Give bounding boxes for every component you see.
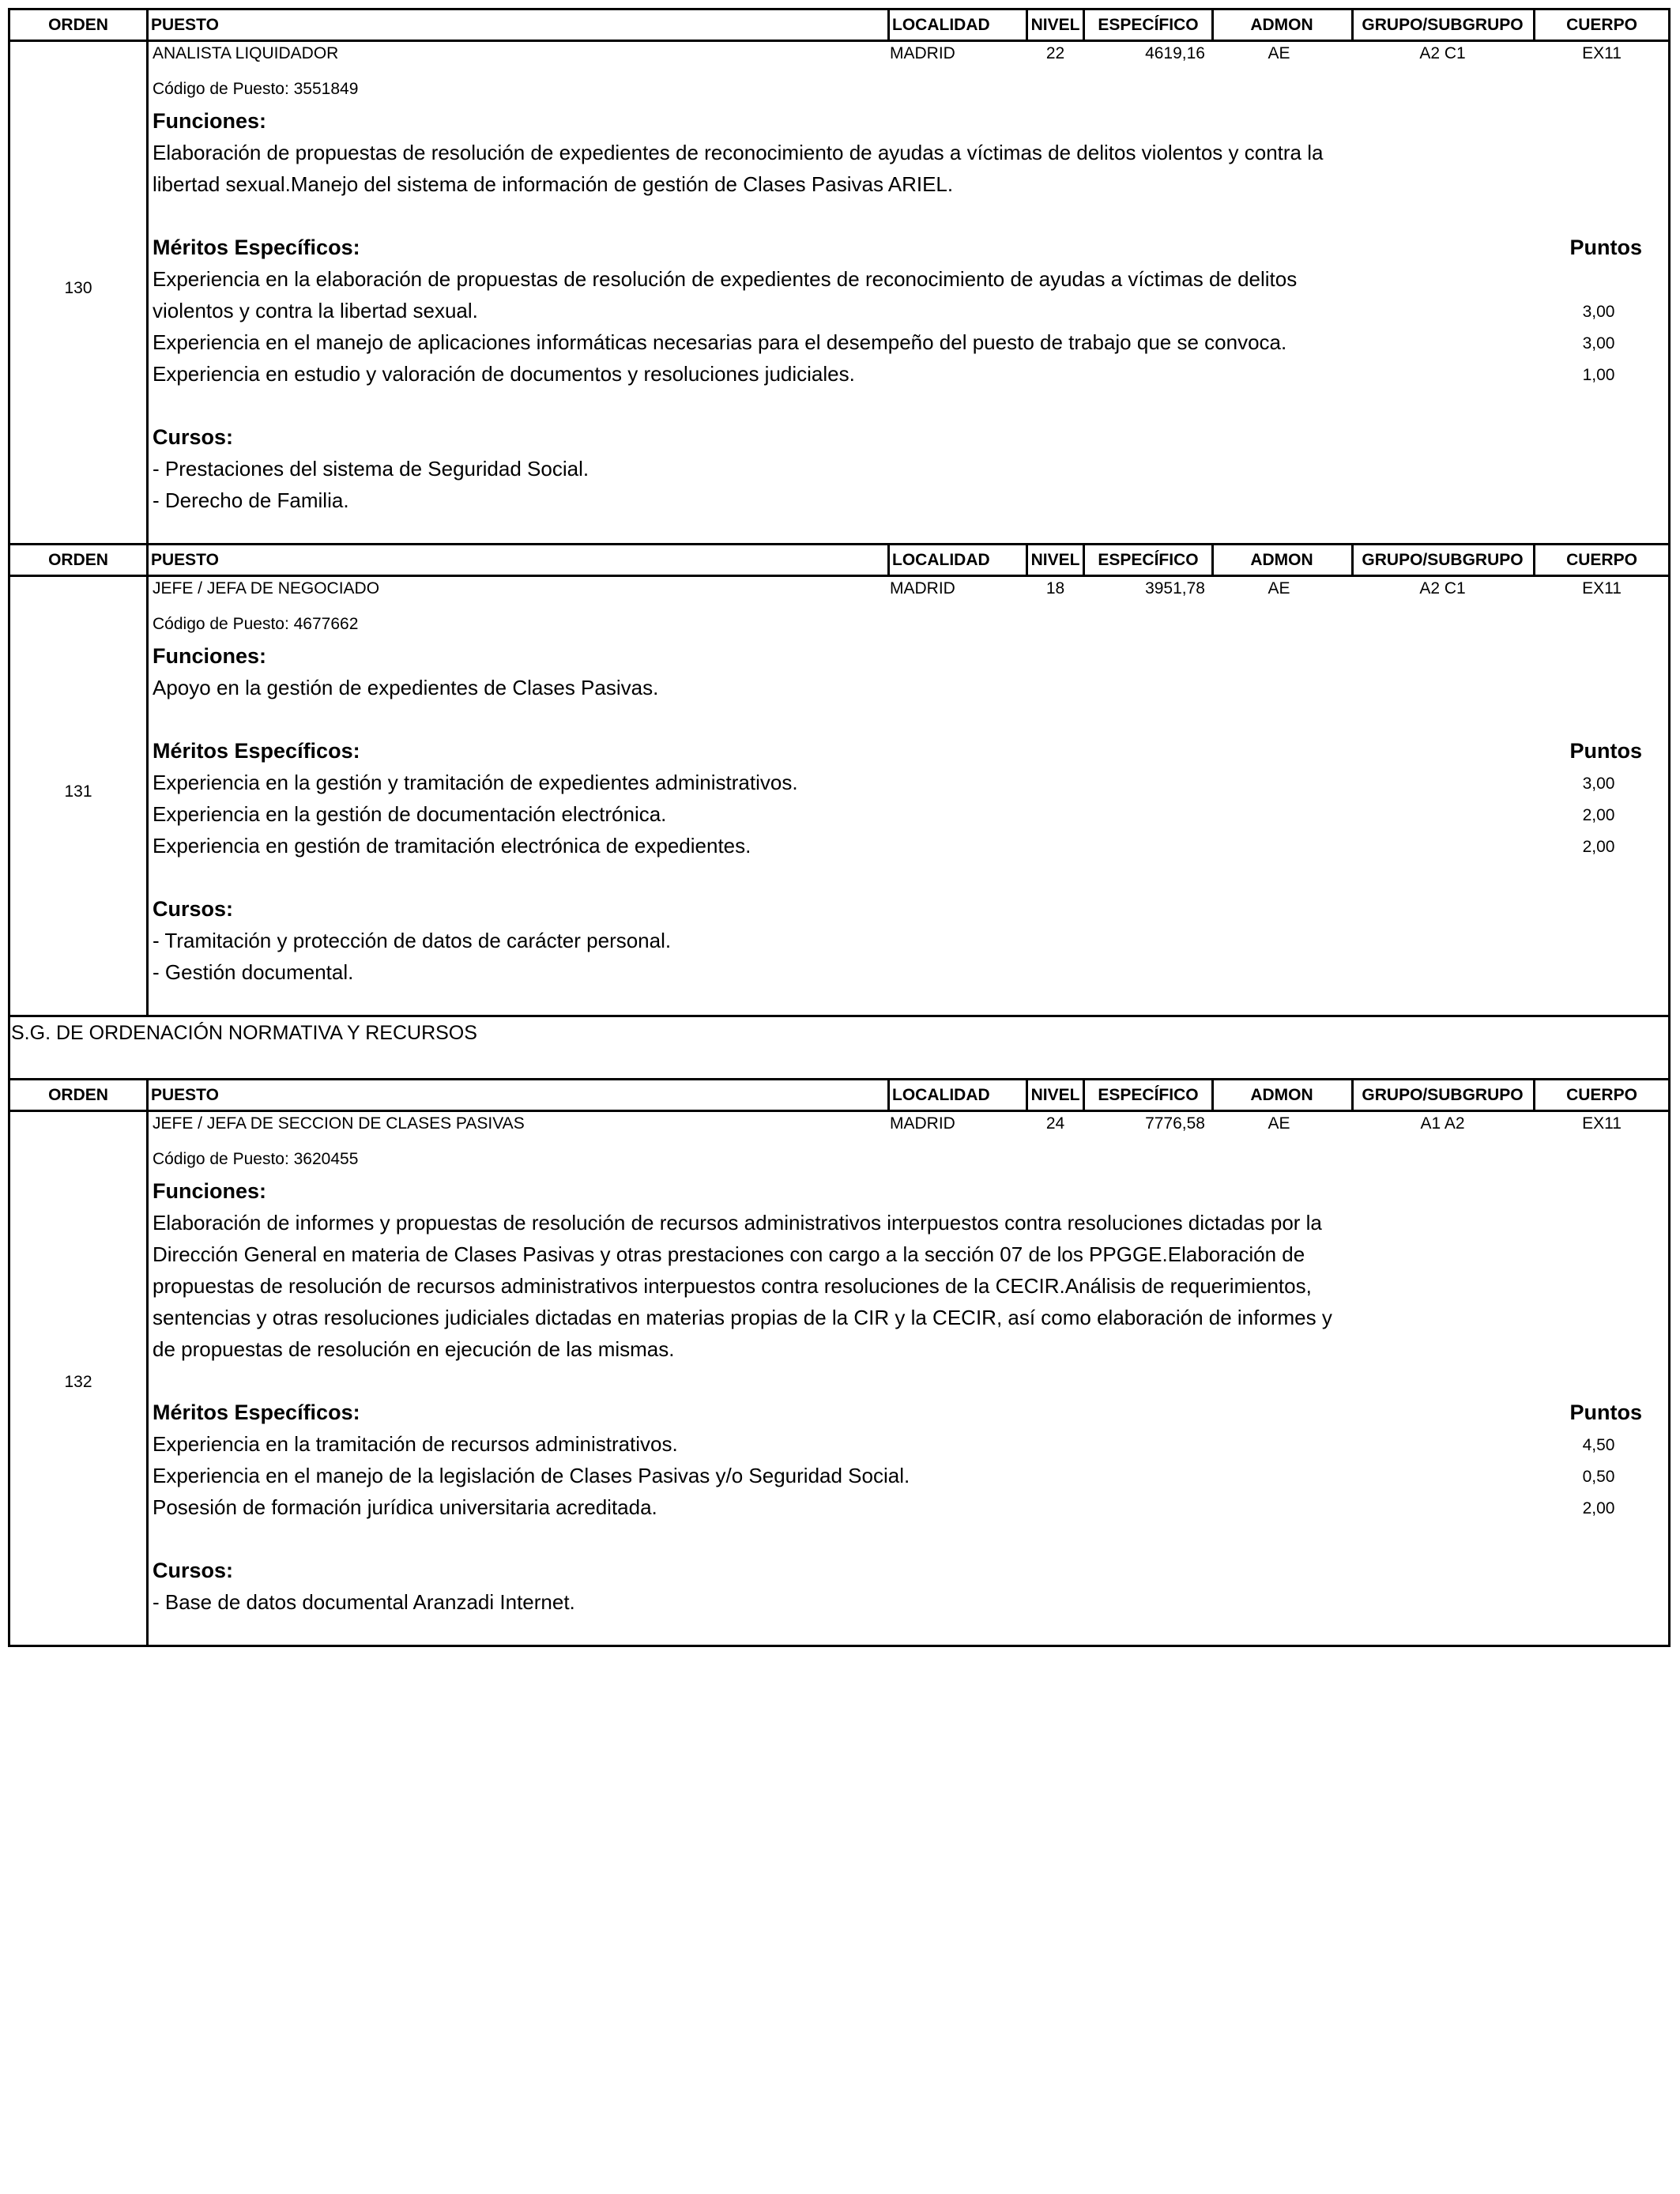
header-nivel: NIVEL xyxy=(1030,16,1080,34)
header-especifico: ESPECÍFICO xyxy=(1098,551,1199,569)
header-puesto: PUESTO xyxy=(151,1086,219,1104)
header-orden: ORDEN xyxy=(48,551,108,569)
puntos-label: Puntos xyxy=(1569,236,1642,259)
table-header xyxy=(10,545,1668,577)
merito-points: 2,00 xyxy=(1582,838,1615,856)
position-block-130 xyxy=(8,8,1671,545)
localidad-value: MADRID xyxy=(890,579,955,598)
header-puesto: PUESTO xyxy=(151,16,219,34)
curso-line: - Tramitación y protección de datos de carácter personal. xyxy=(153,929,672,952)
header-admon: ADMON xyxy=(1250,551,1313,569)
merito-line: Experiencia en la gestión y tramitación de expedientes administrativos. xyxy=(153,771,798,794)
funciones-line: sentencias y otras resoluciones judiciales dictadas en materias propias de la CIR y la CECIR, así como elaboración de informes y xyxy=(153,1306,1332,1329)
admon-value: AE xyxy=(1268,1114,1290,1133)
position-block-131 xyxy=(8,543,1671,1017)
funciones-line: Dirección General en materia de Clases Pasivas y otras prestaciones con cargo a la sección 07 de los PPGGE.Elaboración de xyxy=(153,1242,1305,1266)
funciones-label: Funciones: xyxy=(153,644,267,668)
cuerpo-value: EX11 xyxy=(1582,579,1622,598)
codigo-puesto: Código de Puesto: 4677662 xyxy=(153,615,359,633)
merito-points: 3,00 xyxy=(1582,303,1615,321)
especifico-value: 7776,58 xyxy=(1145,1114,1205,1133)
meritos-label: Méritos Específicos: xyxy=(153,1400,360,1424)
puntos-label: Puntos xyxy=(1569,1400,1642,1424)
merito-line: Experiencia en la tramitación de recursos administrativos. xyxy=(153,1432,678,1456)
merito-points: 2,00 xyxy=(1582,1499,1615,1517)
header-localidad: LOCALIDAD xyxy=(892,16,990,34)
merito-line: Posesión de formación jurídica universitaria acreditada. xyxy=(153,1495,657,1519)
merito-line: Experiencia en el manejo de aplicaciones informáticas necesarias para el desempeño del puesto de trabajo que se convoca. xyxy=(153,330,1287,354)
grupo-value: A2 C1 xyxy=(1419,579,1466,598)
position-block-132 xyxy=(8,1078,1671,1647)
merito-line: Experiencia en estudio y valoración de documentos y resoluciones judiciales. xyxy=(153,362,855,386)
merito-points: 1,00 xyxy=(1582,366,1615,384)
header-admon: ADMON xyxy=(1250,1086,1313,1104)
merito-points: 0,50 xyxy=(1582,1468,1615,1486)
admon-value: AE xyxy=(1268,44,1290,62)
table-header xyxy=(10,1080,1668,1112)
merito-line: Experiencia en la gestión de documentación electrónica. xyxy=(153,802,667,826)
puntos-label: Puntos xyxy=(1569,739,1642,763)
curso-line: - Prestaciones del sistema de Seguridad Social. xyxy=(153,457,590,481)
admon-value: AE xyxy=(1268,579,1290,598)
merito-line: Experiencia en el manejo de la legislación de Clases Pasivas y/o Seguridad Social. xyxy=(153,1464,910,1487)
curso-line: - Gestión documental. xyxy=(153,960,354,984)
merito-points: 3,00 xyxy=(1582,334,1615,352)
localidad-value: MADRID xyxy=(890,1114,955,1133)
funciones-line: Elaboración de informes y propuestas de resolución de recursos administrativos interpuestos contra resoluciones dictadas por la xyxy=(153,1211,1322,1235)
header-admon: ADMON xyxy=(1250,16,1313,34)
orden-number: 130 xyxy=(64,279,92,297)
header-localidad: LOCALIDAD xyxy=(892,551,990,569)
cuerpo-value: EX11 xyxy=(1582,1114,1622,1133)
localidad-value: MADRID xyxy=(890,44,955,62)
puesto-name: ANALISTA LIQUIDADOR xyxy=(153,44,339,62)
header-grupo: GRUPO/SUBGRUPO xyxy=(1362,16,1524,34)
header-orden: ORDEN xyxy=(48,16,108,34)
funciones-line: Elaboración de propuestas de resolución de expedientes de reconocimiento de ayudas a víctimas de delitos violentos y contra la xyxy=(153,141,1324,164)
curso-line: - Derecho de Familia. xyxy=(153,488,349,512)
header-especifico: ESPECÍFICO xyxy=(1098,1086,1199,1104)
meritos-label: Méritos Específicos: xyxy=(153,739,360,763)
funciones-label: Funciones: xyxy=(153,1179,267,1203)
nivel-value: 22 xyxy=(1045,44,1065,62)
puesto-name: JEFE / JEFA DE NEGOCIADO xyxy=(153,579,380,598)
header-cuerpo: CUERPO xyxy=(1566,16,1637,34)
nivel-value: 24 xyxy=(1045,1114,1065,1133)
orden-number: 131 xyxy=(64,782,92,801)
codigo-puesto: Código de Puesto: 3620455 xyxy=(153,1150,359,1168)
cursos-label: Cursos: xyxy=(153,425,234,449)
header-nivel: NIVEL xyxy=(1030,551,1080,569)
funciones-label: Funciones: xyxy=(153,109,267,133)
header-nivel: NIVEL xyxy=(1030,1086,1080,1104)
funciones-line: Apoyo en la gestión de expedientes de Clases Pasivas. xyxy=(153,676,659,699)
merito-line: Experiencia en la elaboración de propuestas de resolución de expedientes de reconocimiento de ayudas a víctimas de delitos xyxy=(153,267,1298,291)
section-title: S.G. DE ORDENACIÓN NORMATIVA Y RECURSOS xyxy=(11,1022,477,1044)
header-orden: ORDEN xyxy=(48,1086,108,1104)
header-grupo: GRUPO/SUBGRUPO xyxy=(1362,1086,1524,1104)
especifico-value: 4619,16 xyxy=(1145,44,1205,62)
header-grupo: GRUPO/SUBGRUPO xyxy=(1362,551,1524,569)
orden-number: 132 xyxy=(64,1373,92,1391)
curso-line: - Base de datos documental Aranzadi Internet. xyxy=(153,1590,575,1614)
funciones-line: de propuestas de resolución en ejecución de las mismas. xyxy=(153,1337,675,1361)
grupo-value: A2 C1 xyxy=(1419,44,1466,62)
codigo-puesto: Código de Puesto: 3551849 xyxy=(153,80,359,98)
nivel-value: 18 xyxy=(1045,579,1065,598)
cursos-label: Cursos: xyxy=(153,897,234,921)
header-cuerpo: CUERPO xyxy=(1566,1086,1637,1104)
header-puesto: PUESTO xyxy=(151,551,219,569)
funciones-line: propuestas de resolución de recursos administrativos interpuestos contra resoluciones de la CECIR.Análisis de requerimientos, xyxy=(153,1274,1312,1298)
funciones-line: libertad sexual.Manejo del sistema de información de gestión de Clases Pasivas ARIEL. xyxy=(153,172,954,196)
grupo-value: A1 A2 xyxy=(1420,1114,1465,1133)
header-localidad: LOCALIDAD xyxy=(892,1086,990,1104)
merito-line: Experiencia en gestión de tramitación electrónica de expedientes. xyxy=(153,834,751,858)
merito-points: 2,00 xyxy=(1582,806,1615,824)
merito-line: violentos y contra la libertad sexual. xyxy=(153,299,478,322)
merito-points: 4,50 xyxy=(1582,1436,1615,1454)
cuerpo-value: EX11 xyxy=(1582,44,1622,62)
merito-points: 3,00 xyxy=(1582,775,1615,793)
meritos-label: Méritos Específicos: xyxy=(153,236,360,259)
especifico-value: 3951,78 xyxy=(1145,579,1205,598)
header-cuerpo: CUERPO xyxy=(1566,551,1637,569)
header-especifico: ESPECÍFICO xyxy=(1098,16,1199,34)
cursos-label: Cursos: xyxy=(153,1559,234,1582)
table-header xyxy=(10,10,1668,42)
puesto-name: JEFE / JEFA DE SECCION DE CLASES PASIVAS xyxy=(153,1114,525,1133)
